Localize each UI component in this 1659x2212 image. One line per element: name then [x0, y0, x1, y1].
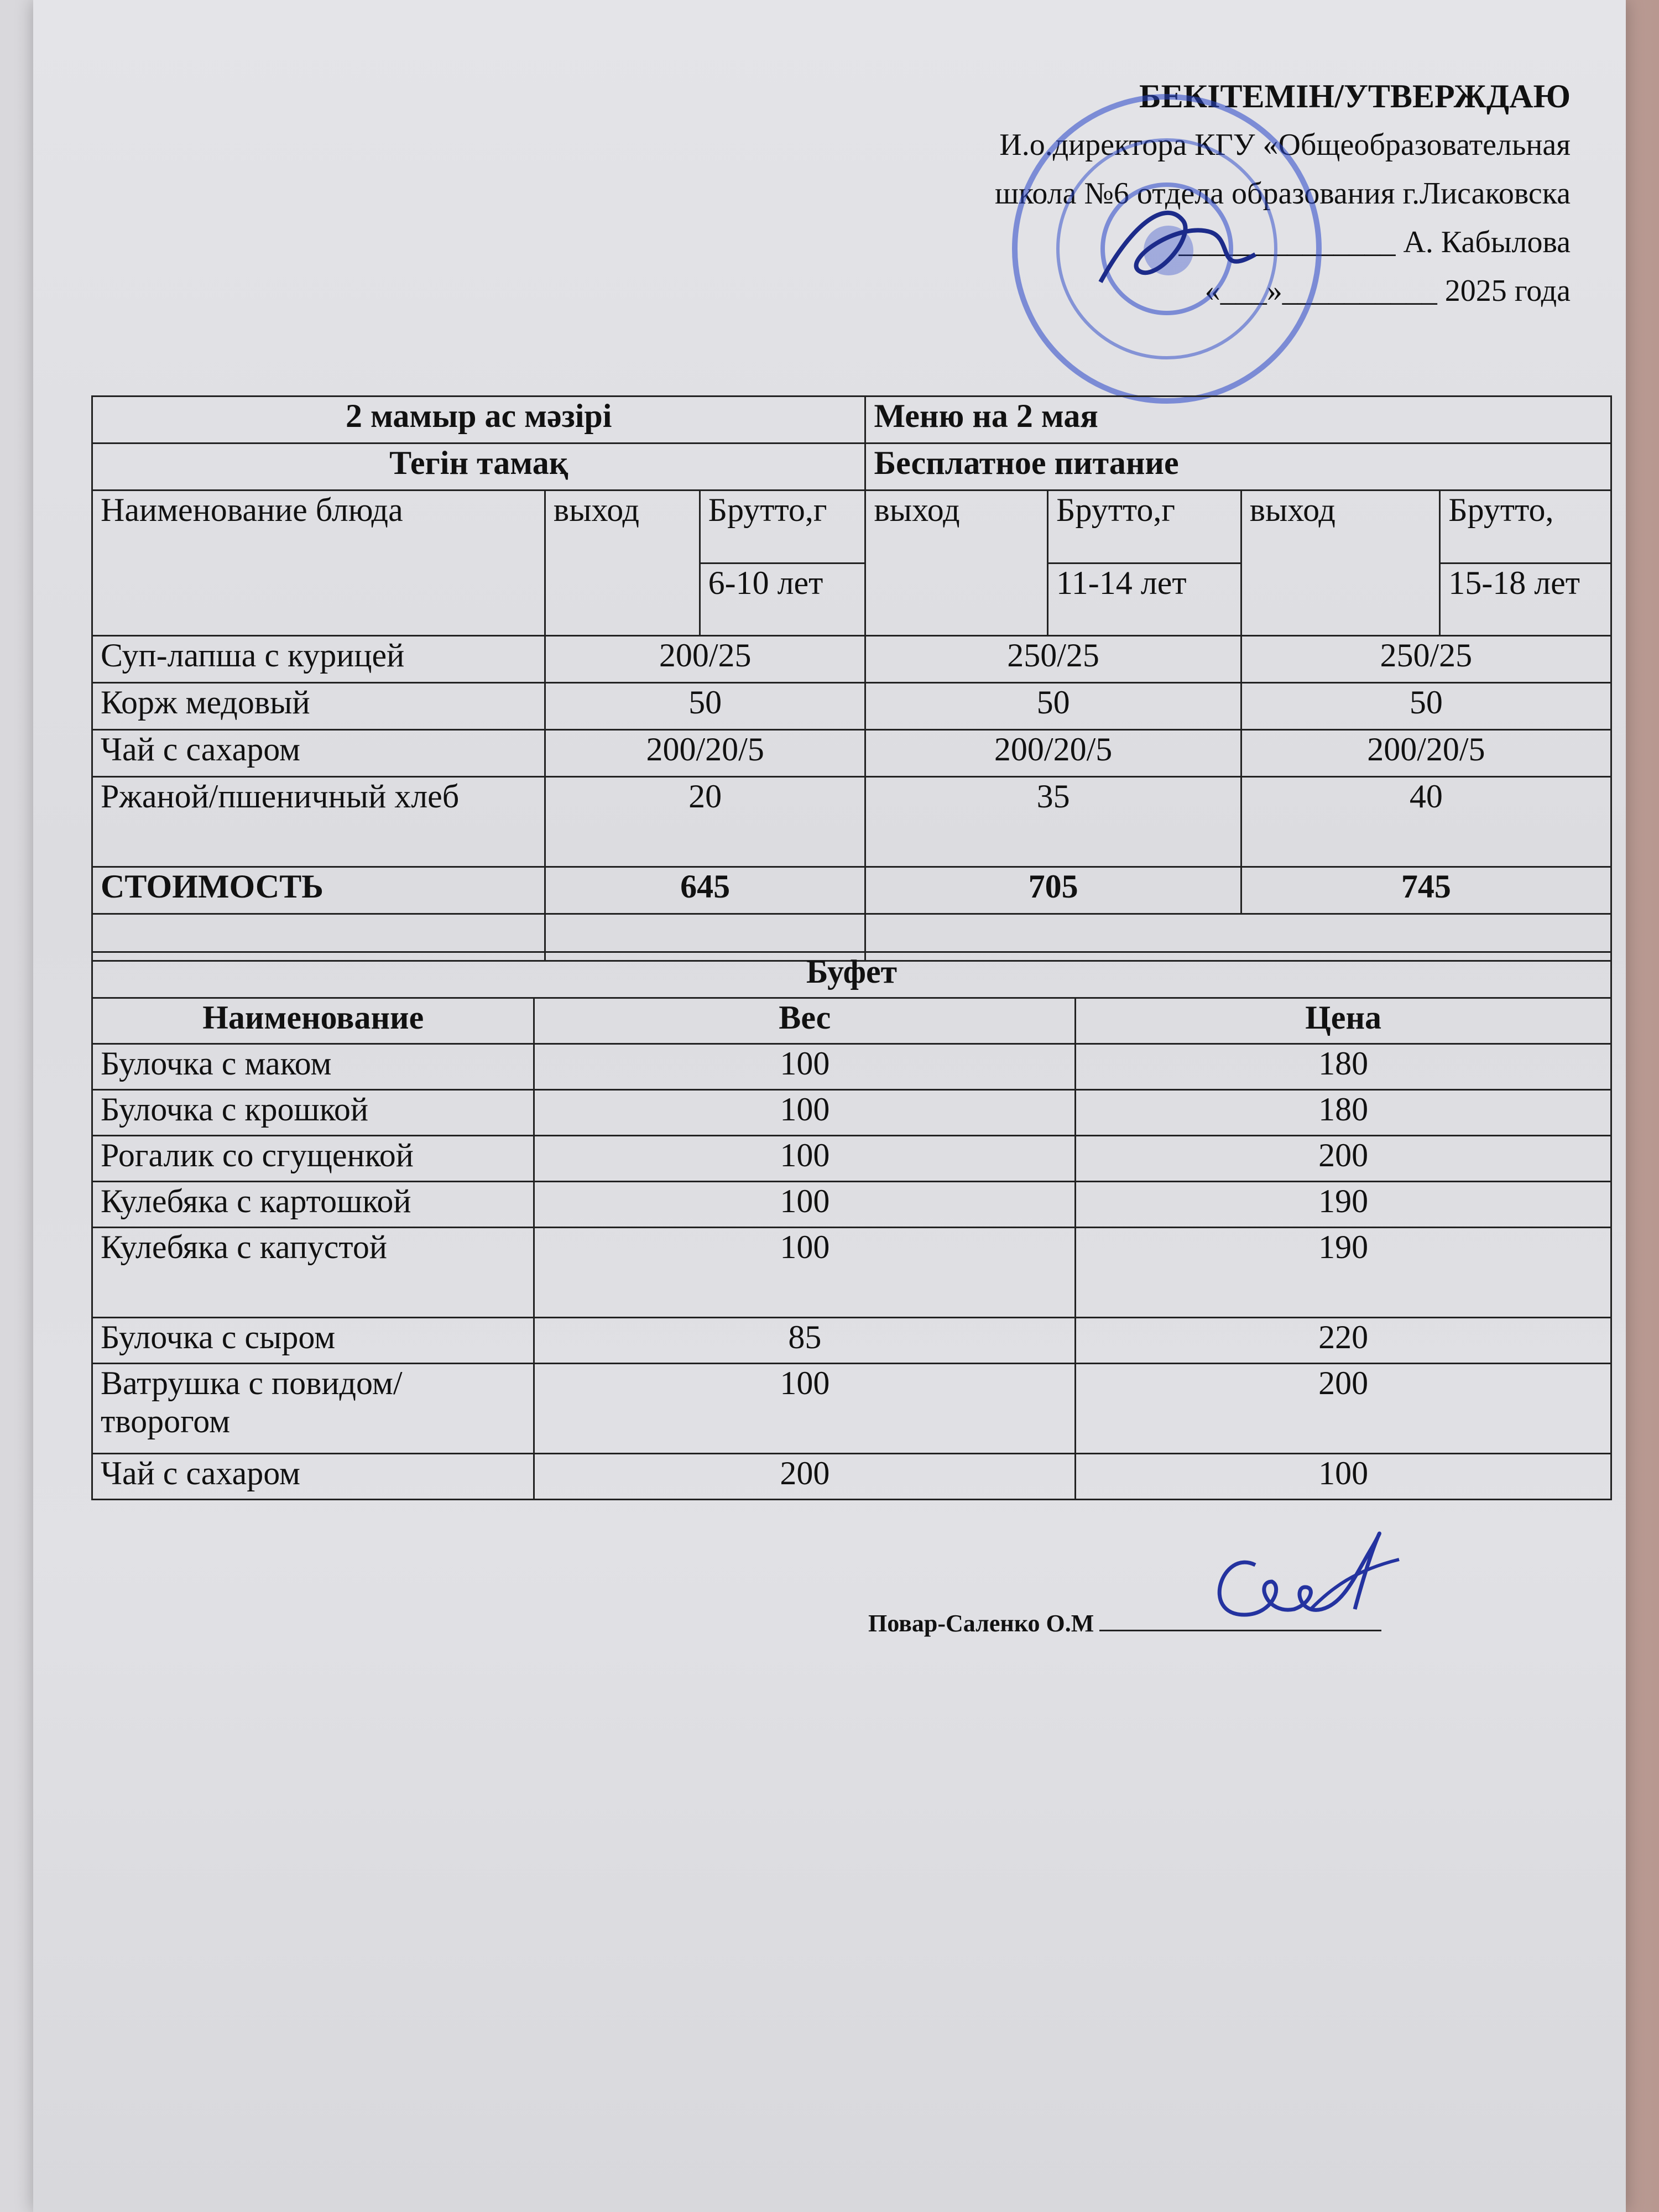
- col-weight: Вес: [534, 998, 1076, 1044]
- cost-label: СТОИМОСТЬ: [92, 867, 545, 914]
- dish-out-2: 50: [865, 683, 1241, 730]
- dish-out-2: 35: [865, 777, 1241, 867]
- item-name: Булочка с маком: [92, 1044, 534, 1090]
- item-price: 190: [1076, 1228, 1611, 1318]
- age-group-3: 15-18 лет: [1440, 563, 1611, 636]
- item-name: Булочка с сыром: [92, 1318, 534, 1364]
- free-meal-ru: Бесплатное питание: [865, 444, 1611, 491]
- table-row: [92, 1136, 1611, 1182]
- item-price: 220: [1076, 1318, 1611, 1364]
- age-group-2: 11-14 лет: [1048, 563, 1241, 636]
- col-out-3: выход: [1241, 491, 1440, 636]
- item-price: 200: [1076, 1136, 1611, 1182]
- item-weight: 100: [534, 1136, 1076, 1182]
- col-dish-name: Наименование блюда: [92, 491, 545, 636]
- table-row: [92, 1228, 1611, 1318]
- item-weight: 100: [534, 1090, 1076, 1136]
- approval-line-1: И.о.директора КГУ «Общеобразовательная: [999, 128, 1571, 162]
- approval-title: БЕКІТЕМІН/УТВЕРЖДАЮ: [1139, 78, 1571, 114]
- item-price: 180: [1076, 1044, 1611, 1090]
- table-row: [92, 777, 1611, 867]
- menu-table: [91, 395, 1612, 962]
- official-stamp: [1012, 94, 1322, 404]
- col-brutto-1: Брутто,г: [700, 491, 865, 564]
- item-name: Кулебяка с капустой: [92, 1228, 534, 1318]
- item-price: 180: [1076, 1090, 1611, 1136]
- table-row: [92, 1090, 1611, 1136]
- approval-line-2: школа №6 отдела образования г.Лисаковска: [994, 176, 1571, 211]
- free-meal-kz: Тегін тамақ: [92, 444, 865, 491]
- col-out-2: выход: [865, 491, 1048, 636]
- dish-out-3: 250/25: [1241, 636, 1611, 683]
- table-row: [92, 1044, 1611, 1090]
- item-price: 190: [1076, 1182, 1611, 1228]
- approval-line-4: «___»__________ 2025 года: [1204, 274, 1571, 308]
- dish-name: Чай с сахаром: [92, 730, 545, 777]
- dish-out-3: 50: [1241, 683, 1611, 730]
- age-group-1: 6-10 лет: [700, 563, 865, 636]
- item-name: Чай с сахаром: [92, 1454, 534, 1500]
- cost-3: 745: [1241, 867, 1611, 914]
- col-brutto-2: Брутто,г: [1048, 491, 1241, 564]
- director-signature-icon: [1089, 188, 1266, 310]
- dish-name: Корж медовый: [92, 683, 545, 730]
- table-row: [92, 1364, 1611, 1454]
- dish-name: Суп-лапша с курицей: [92, 636, 545, 683]
- buffet-table: [91, 951, 1612, 1500]
- dish-out-1: 200/25: [545, 636, 865, 683]
- col-price: Цена: [1076, 998, 1611, 1044]
- item-weight: 100: [534, 1182, 1076, 1228]
- dish-out-1: 20: [545, 777, 865, 867]
- table-row: [92, 730, 1611, 777]
- cook-label: Повар-Саленко О.М: [868, 1610, 1094, 1637]
- item-price: 200: [1076, 1364, 1611, 1454]
- menu-title-kz: 2 мамыр ас мәзірі: [92, 397, 865, 444]
- col-item-name: Наименование: [92, 998, 534, 1044]
- dish-name: Ржаной/пшеничный хлеб: [92, 777, 545, 867]
- col-out-1: выход: [545, 491, 700, 636]
- dish-out-1: 50: [545, 683, 865, 730]
- dish-out-3: 200/20/5: [1241, 730, 1611, 777]
- menu-title-ru: Меню на 2 мая: [865, 397, 1611, 444]
- buffet-title: Буфет: [92, 952, 1611, 998]
- table-row: [92, 636, 1611, 683]
- item-price: 100: [1076, 1454, 1611, 1500]
- item-name: Кулебяка с картошкой: [92, 1182, 534, 1228]
- dish-out-3: 40: [1241, 777, 1611, 867]
- table-row: [92, 1454, 1611, 1500]
- table-row: [92, 1182, 1611, 1228]
- item-weight: 100: [534, 1228, 1076, 1318]
- item-weight: 100: [534, 1364, 1076, 1454]
- item-weight: 100: [534, 1044, 1076, 1090]
- col-brutto-3: Брутто,: [1440, 491, 1611, 564]
- cook-signature-icon: [1189, 1504, 1427, 1648]
- cost-row: [92, 867, 1611, 914]
- cost-2: 705: [865, 867, 1241, 914]
- dish-out-2: 250/25: [865, 636, 1241, 683]
- item-name: Булочка с крошкой: [92, 1090, 534, 1136]
- item-weight: 200: [534, 1454, 1076, 1500]
- item-name: Ватрушка с повидом/творогом: [92, 1364, 534, 1454]
- approval-line-3: ______________ А. Кабылова: [1178, 225, 1571, 259]
- item-name: Рогалик со сгущенкой: [92, 1136, 534, 1182]
- cost-1: 645: [545, 867, 865, 914]
- dish-out-2: 200/20/5: [865, 730, 1241, 777]
- dish-out-1: 200/20/5: [545, 730, 865, 777]
- item-weight: 85: [534, 1318, 1076, 1364]
- table-row: [92, 1318, 1611, 1364]
- table-row: [92, 683, 1611, 730]
